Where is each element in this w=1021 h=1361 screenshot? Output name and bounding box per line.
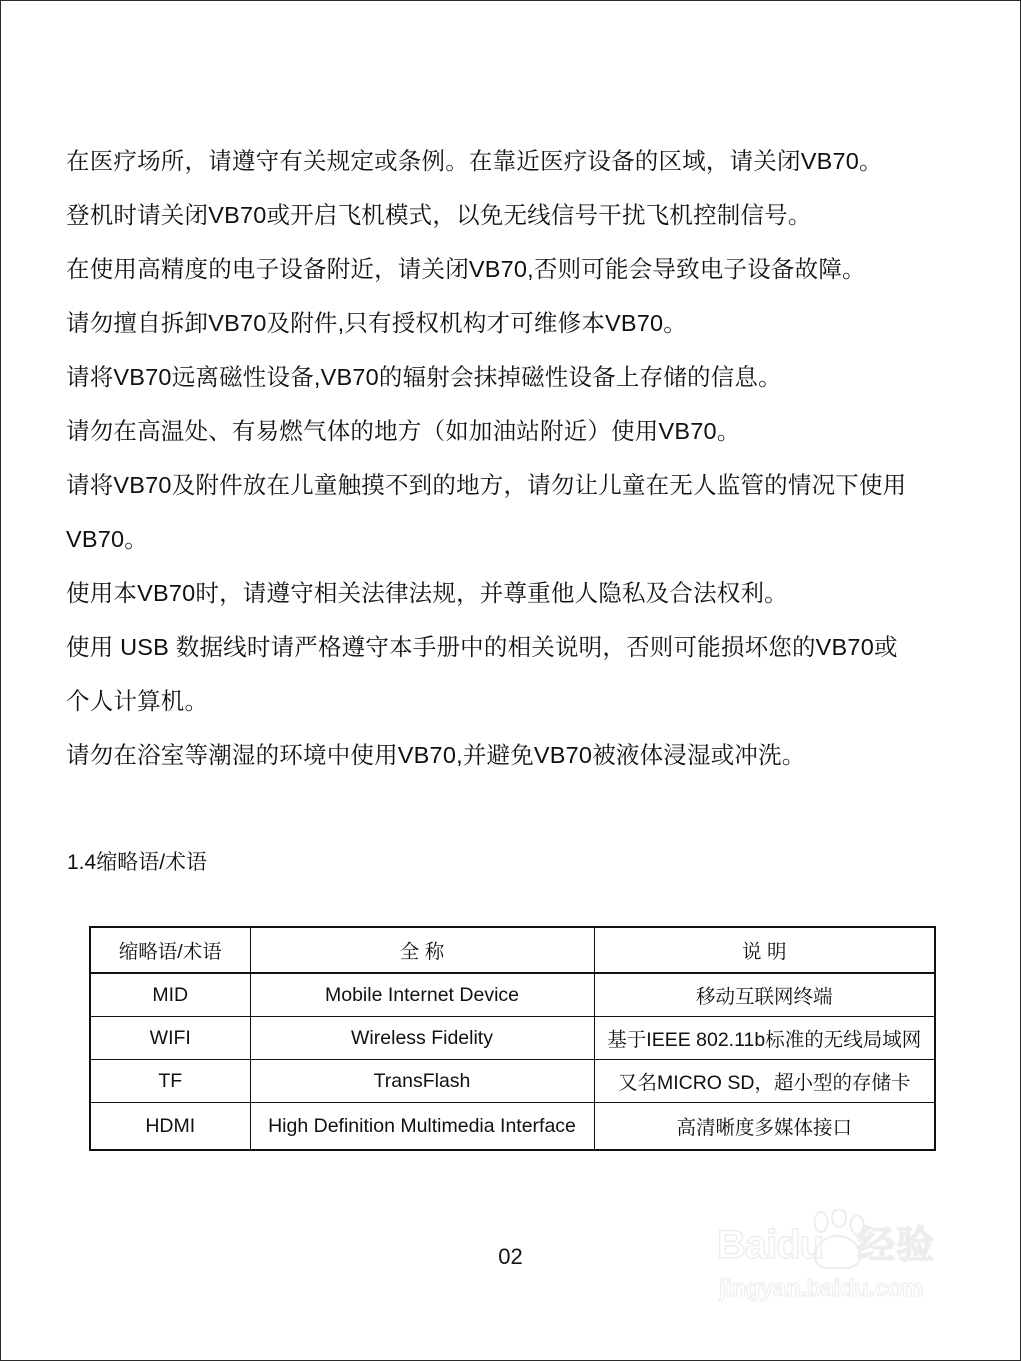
table-row [90, 1060, 935, 1103]
body-line: 登机时请关闭VB70或开启飞机模式，以免无线信号干扰飞机控制信号。 [66, 202, 812, 228]
abbreviation-table [89, 926, 934, 1151]
safety-warnings-block [66, 134, 956, 782]
cell-abbr: TF [90, 1060, 250, 1103]
body-line: 个人计算机。 [66, 688, 209, 714]
body-line: 请将VB70远离磁性设备,VB70的辐射会抹掉磁性设备上存储的信息。 [66, 364, 782, 390]
body-line: 请将VB70及附件放在儿童触摸不到的地方，请勿让儿童在无人监管的情况下使用 [66, 472, 907, 498]
body-line: VB70。 [66, 526, 148, 552]
cell-abbr: WIFI [90, 1017, 250, 1060]
column-header-abbr: 缩略语/术语 [90, 927, 250, 973]
watermark-brand-latin: Baidu [717, 1223, 824, 1267]
cell-full-name: TransFlash [250, 1060, 594, 1103]
cell-full-name: Mobile Internet Device [250, 973, 594, 1017]
table-row [90, 973, 935, 1017]
cell-full-name: Wireless Fidelity [250, 1017, 594, 1060]
cell-description: 移动互联网终端 [594, 973, 935, 1017]
cell-description: 基于IEEE 802.11b标准的无线局域网 [594, 1017, 935, 1060]
cell-abbr: HDMI [90, 1103, 250, 1151]
body-line: 请勿在浴室等潮湿的环境中使用VB70,并避免VB70被液体浸湿或冲洗。 [66, 742, 806, 768]
column-header-full-name: 全 称 [250, 927, 594, 973]
watermark-brand-cn: 经验 [857, 1225, 936, 1267]
body-line: 在医疗场所，请遵守有关规定或条例。在靠近医疗设备的区域，请关闭VB70。 [66, 148, 883, 174]
cell-abbr: MID [90, 973, 250, 1017]
body-line: 使用 USB 数据线时请严格遵守本手册中的相关说明，否则可能损坏您的VB70或 [66, 634, 898, 660]
body-line: 使用本VB70时，请遵守相关法律法规，并尊重他人隐私及合法权利。 [66, 580, 788, 606]
table-row [90, 1017, 935, 1060]
body-line: 在使用高精度的电子设备附近，请关闭VB70,否则可能会导致电子设备故障。 [66, 256, 866, 282]
cell-description: 高清晰度多媒体接口 [594, 1103, 935, 1151]
cell-description: 又名MICRO SD，超小型的存储卡 [594, 1060, 935, 1103]
body-line: 请勿擅自拆卸VB70及附件,只有授权机构才可维修本VB70。 [66, 310, 688, 336]
column-header-description: 说 明 [594, 927, 935, 973]
cell-full-name: High Definition Multimedia Interface [250, 1103, 594, 1151]
page-number: 02 [498, 1244, 523, 1269]
watermark-url: jingyan.baidu.com [719, 1275, 923, 1302]
table-row [90, 1103, 935, 1151]
table-header-row [90, 927, 935, 973]
section-heading: 1.4缩略语/术语 [67, 851, 208, 874]
body-line: 请勿在高温处、有易燃气体的地方（如加油站附近）使用VB70。 [66, 418, 741, 444]
